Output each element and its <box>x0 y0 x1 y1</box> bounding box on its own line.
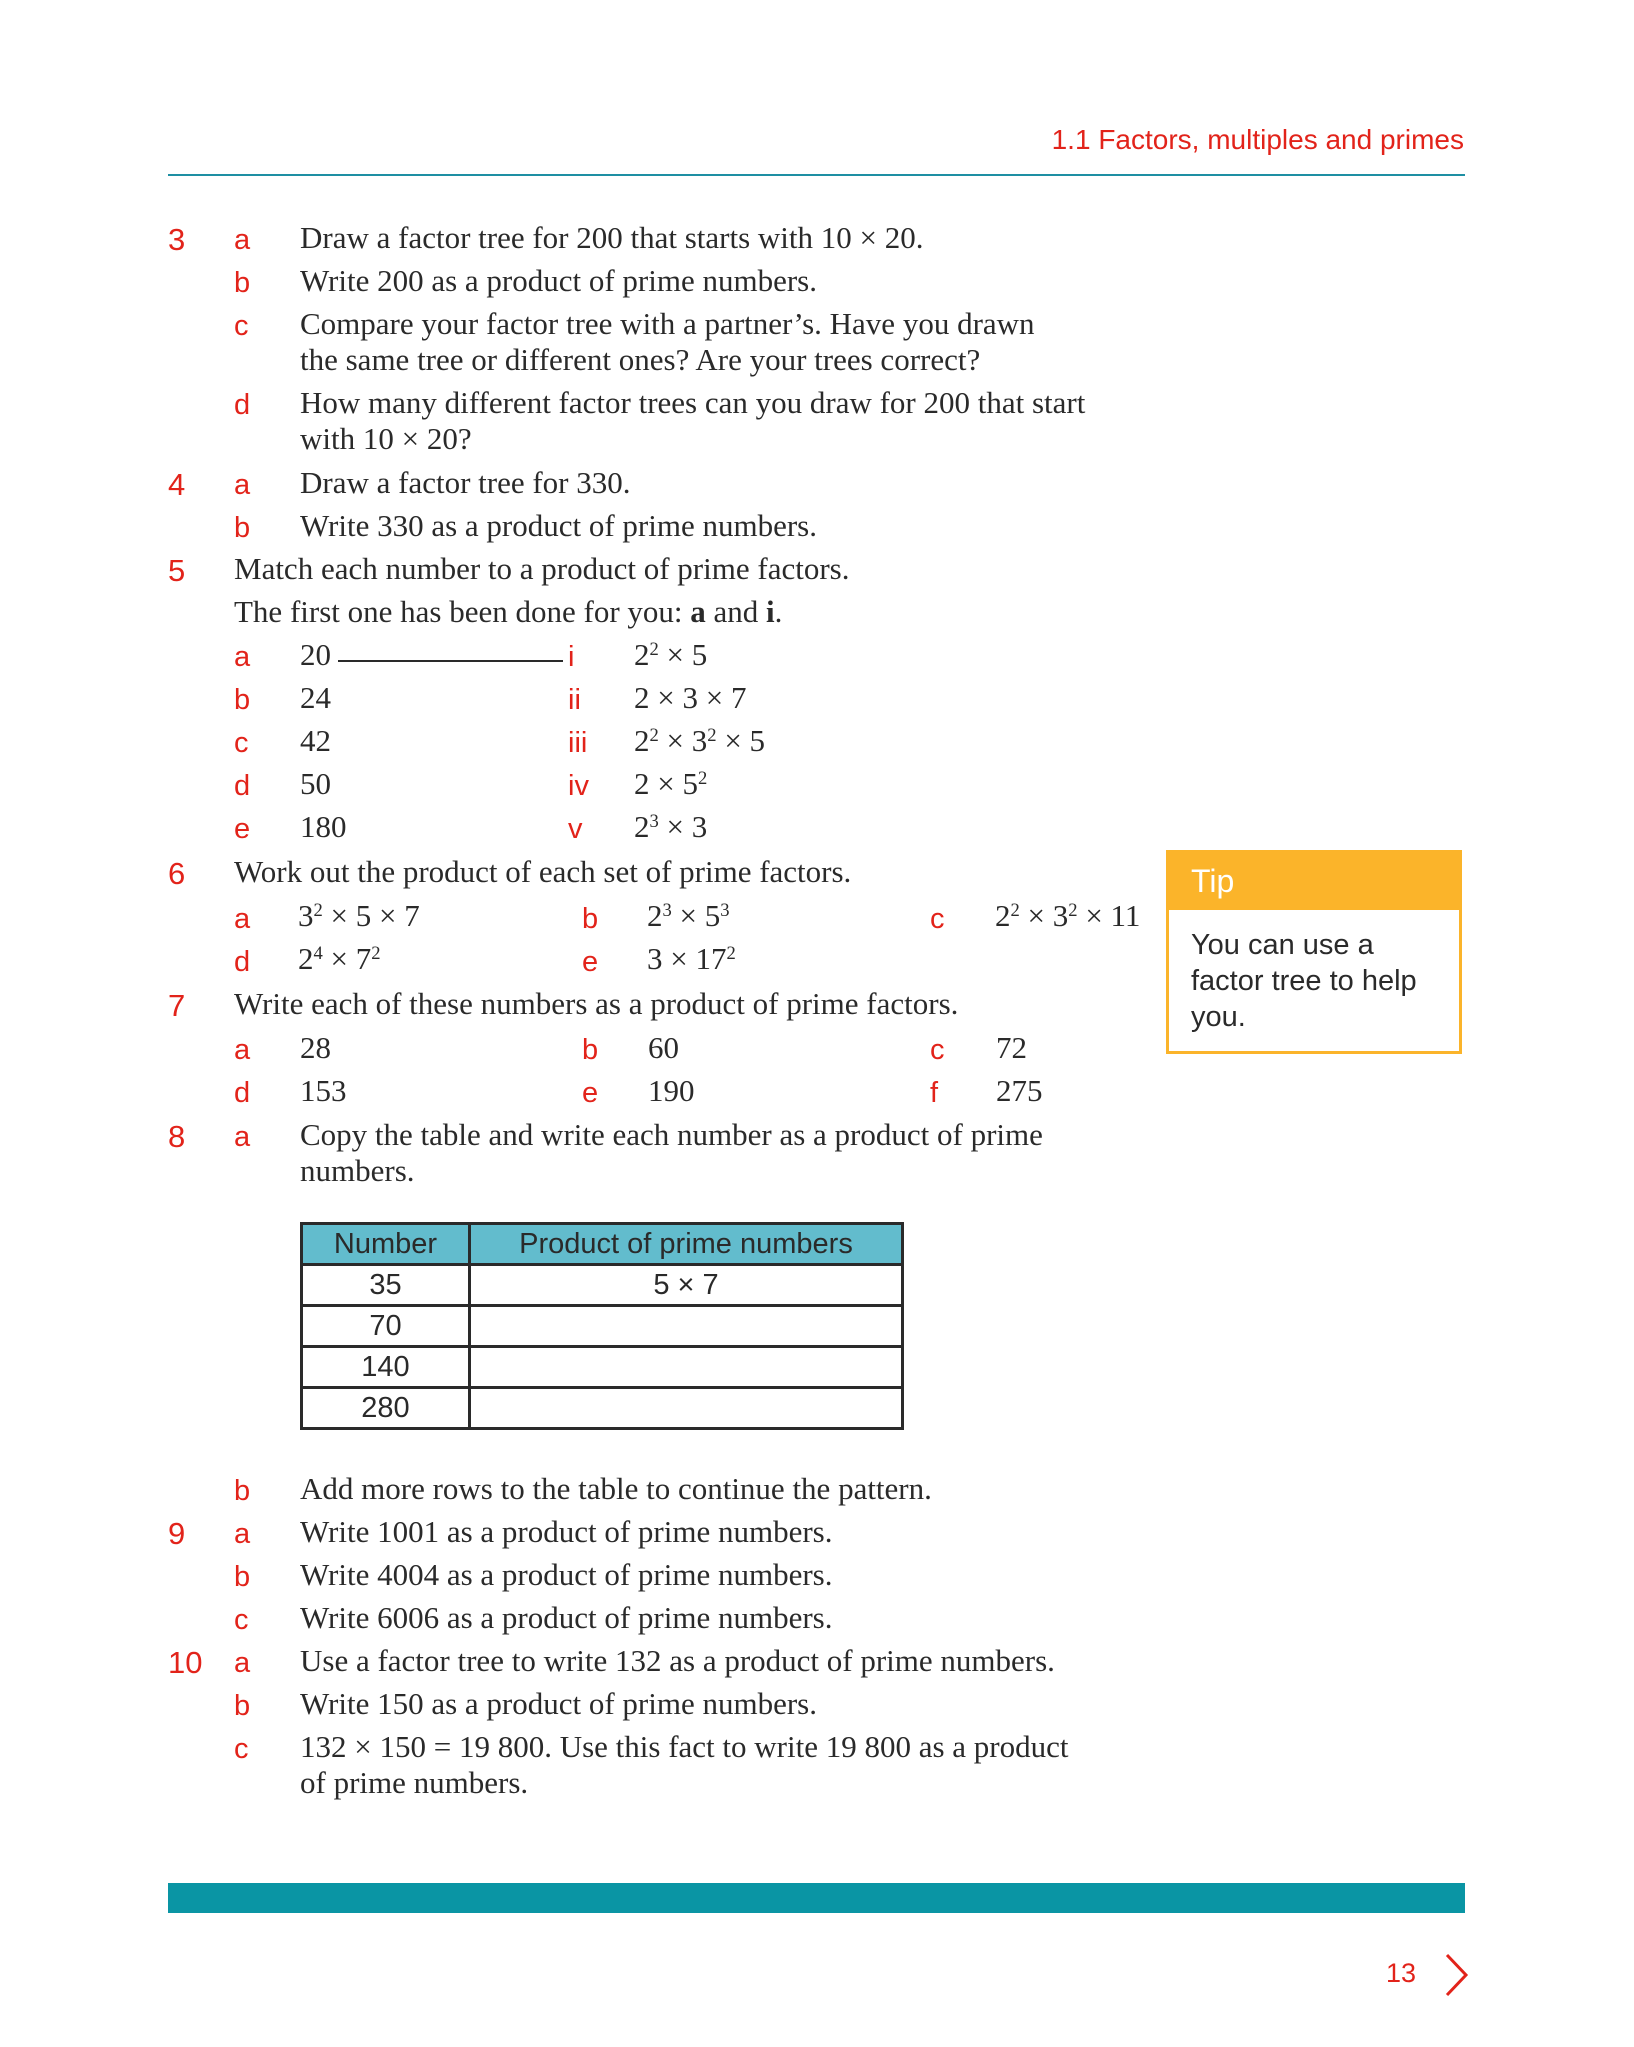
question-3d-line2: with 10 × 20? <box>300 421 472 456</box>
table-row <box>302 1388 903 1429</box>
page-number: 13 <box>1385 1958 1416 1988</box>
tip-text: You can use a factor tree to help you. <box>1191 929 1417 1033</box>
question-10c-line2: of prime numbers. <box>300 1765 529 1800</box>
part-label-8a: a <box>234 1121 251 1153</box>
part-label-9a: a <box>234 1518 251 1550</box>
q6-expression-b: $2^3 \times 5^3$ <box>647 898 730 933</box>
column-header-number: Number <box>302 1224 470 1265</box>
table-cell-number: 35 <box>302 1265 470 1306</box>
match-number-d: 50 <box>300 766 331 801</box>
question-8a-line1: Copy the table and write each number as a product of prime <box>300 1117 1043 1152</box>
question-number-4: 4 <box>168 467 186 502</box>
table-cell-product: 5 × 7 <box>470 1265 903 1306</box>
table-cell-product <box>470 1306 903 1347</box>
question-number-5: 5 <box>168 553 186 588</box>
part-label-4b: b <box>234 512 251 544</box>
question-3d-line1: How many different factor trees can you draw for 200 that start <box>300 385 1086 420</box>
match-product-iii: $2^2 \times 3^2 \times 5$ <box>634 723 766 758</box>
part-label-8b: b <box>234 1475 251 1507</box>
question-9c-text: Write 6006 as a product of prime numbers. <box>300 1600 833 1635</box>
question-4a-text: Draw a factor tree for 330. <box>300 465 631 500</box>
table-cell-product <box>470 1388 903 1429</box>
question-7-instruction: Write each of these numbers as a product of prime factors. <box>234 986 959 1021</box>
match-number-c: 42 <box>300 723 331 758</box>
question-8b-text: Add more rows to the table to continue the pattern. <box>300 1471 932 1506</box>
q6-label-b: b <box>582 903 599 935</box>
match-label-e: e <box>234 813 251 845</box>
q6-label-e: e <box>582 946 599 978</box>
question-3b-text: Write 200 as a product of prime numbers. <box>300 263 817 298</box>
question-5-instruction: Match each number to a product of prime factors. <box>234 551 850 586</box>
question-4b-text: Write 330 as a product of prime numbers. <box>300 508 817 543</box>
chevron-right-icon[interactable] <box>1444 1952 1470 1998</box>
question-5-example-note: The first one has been done for you: a and i. <box>234 594 783 629</box>
q7-number-b: 60 <box>648 1030 679 1065</box>
part-label-3c: c <box>234 310 249 342</box>
question-9a-text: Write 1001 as a product of prime numbers. <box>300 1514 833 1549</box>
table-row <box>302 1306 903 1347</box>
question-10c-line1: 132 × 150 = 19 800. Use this fact to write 19 800 as a product <box>300 1729 1069 1764</box>
match-label-iii: iii <box>568 727 588 759</box>
q7-number-a: 28 <box>300 1030 331 1065</box>
question-3c-line2: the same tree or different ones? Are your trees correct? <box>300 342 981 377</box>
prime-factor-table <box>300 1222 904 1430</box>
question-number-7: 7 <box>168 988 186 1023</box>
match-label-c: c <box>234 727 249 759</box>
table-row <box>302 1265 903 1306</box>
q7-number-f: 275 <box>996 1073 1043 1108</box>
table-cell-product <box>470 1347 903 1388</box>
q7-label-c: c <box>930 1034 945 1066</box>
part-label-10c: c <box>234 1733 249 1765</box>
table-row <box>302 1347 903 1388</box>
part-label-3b: b <box>234 267 251 299</box>
question-10a-text: Use a factor tree to write 132 as a product of prime numbers. <box>300 1643 1055 1678</box>
q7-label-a: a <box>234 1034 251 1066</box>
part-label-3a: a <box>234 224 251 256</box>
match-product-iv: $2 \times 5^2$ <box>634 766 708 801</box>
question-6-instruction: Work out the product of each set of prime factors. <box>234 854 852 889</box>
q7-number-c: 72 <box>996 1030 1027 1065</box>
match-label-v: v <box>568 813 583 845</box>
section-title: 1.1 Factors, multiples and primes <box>1051 124 1464 155</box>
part-label-3d: d <box>234 389 251 421</box>
q6-expression-c: $2^2 \times 3^2 \times 11$ <box>995 898 1141 933</box>
match-product-v: $2^3 \times 3$ <box>634 809 708 844</box>
match-label-a: a <box>234 641 251 673</box>
tip-title: Tip <box>1191 863 1235 899</box>
part-label-9c: c <box>234 1604 249 1636</box>
question-10b-text: Write 150 as a product of prime numbers. <box>300 1686 817 1721</box>
question-number-9: 9 <box>168 1516 186 1551</box>
tip-box <box>1166 850 1462 1054</box>
question-number-3: 3 <box>168 222 186 257</box>
table-cell-number: 70 <box>302 1306 470 1347</box>
header-divider <box>168 174 1465 176</box>
tip-header <box>1169 853 1459 910</box>
question-number-10: 10 <box>168 1645 203 1680</box>
table-cell-number: 140 <box>302 1347 470 1388</box>
part-label-10a: a <box>234 1647 251 1679</box>
q6-expression-d: $2^4 \times 7^2$ <box>298 941 381 976</box>
q6-label-a: a <box>234 903 251 935</box>
match-label-i: i <box>568 641 575 673</box>
match-label-d: d <box>234 770 251 802</box>
table-header-row <box>302 1224 903 1265</box>
q7-label-e: e <box>582 1077 599 1109</box>
match-label-iv: iv <box>568 770 589 802</box>
question-8a-line2: numbers. <box>300 1153 415 1188</box>
q6-expression-e: $3 \times 17^2$ <box>647 941 736 976</box>
match-number-b: 24 <box>300 680 331 715</box>
q7-label-b: b <box>582 1034 599 1066</box>
q6-label-d: d <box>234 946 251 978</box>
q6-expression-a: $3^2 \times 5 \times 7$ <box>298 898 420 933</box>
match-number-e: 180 <box>300 809 347 844</box>
part-label-4a: a <box>234 469 251 501</box>
question-number-6: 6 <box>168 856 186 891</box>
table-cell-number: 280 <box>302 1388 470 1429</box>
question-3c-line1: Compare your factor tree with a partner’s. Have you drawn <box>300 306 1035 341</box>
part-label-10b: b <box>234 1690 251 1722</box>
match-label-ii: ii <box>568 684 581 716</box>
q7-number-e: 190 <box>648 1073 695 1108</box>
match-product-i: $2^2 \times 5$ <box>634 637 708 672</box>
match-product-ii: 2 × 3 × 7 <box>634 680 747 715</box>
example-match-line <box>338 660 563 662</box>
question-3a-text: Draw a factor tree for 200 that starts with 10 × 20. <box>300 220 924 255</box>
q7-number-d: 153 <box>300 1073 347 1108</box>
q7-label-f: f <box>930 1077 939 1109</box>
match-label-b: b <box>234 684 251 716</box>
q7-label-d: d <box>234 1077 251 1109</box>
footer-bar <box>168 1883 1465 1913</box>
q6-label-c: c <box>930 903 945 935</box>
match-number-a: 20 <box>300 637 331 672</box>
column-header-product: Product of prime numbers <box>470 1224 903 1265</box>
question-number-8: 8 <box>168 1119 186 1154</box>
question-9b-text: Write 4004 as a product of prime numbers. <box>300 1557 833 1592</box>
part-label-9b: b <box>234 1561 251 1593</box>
